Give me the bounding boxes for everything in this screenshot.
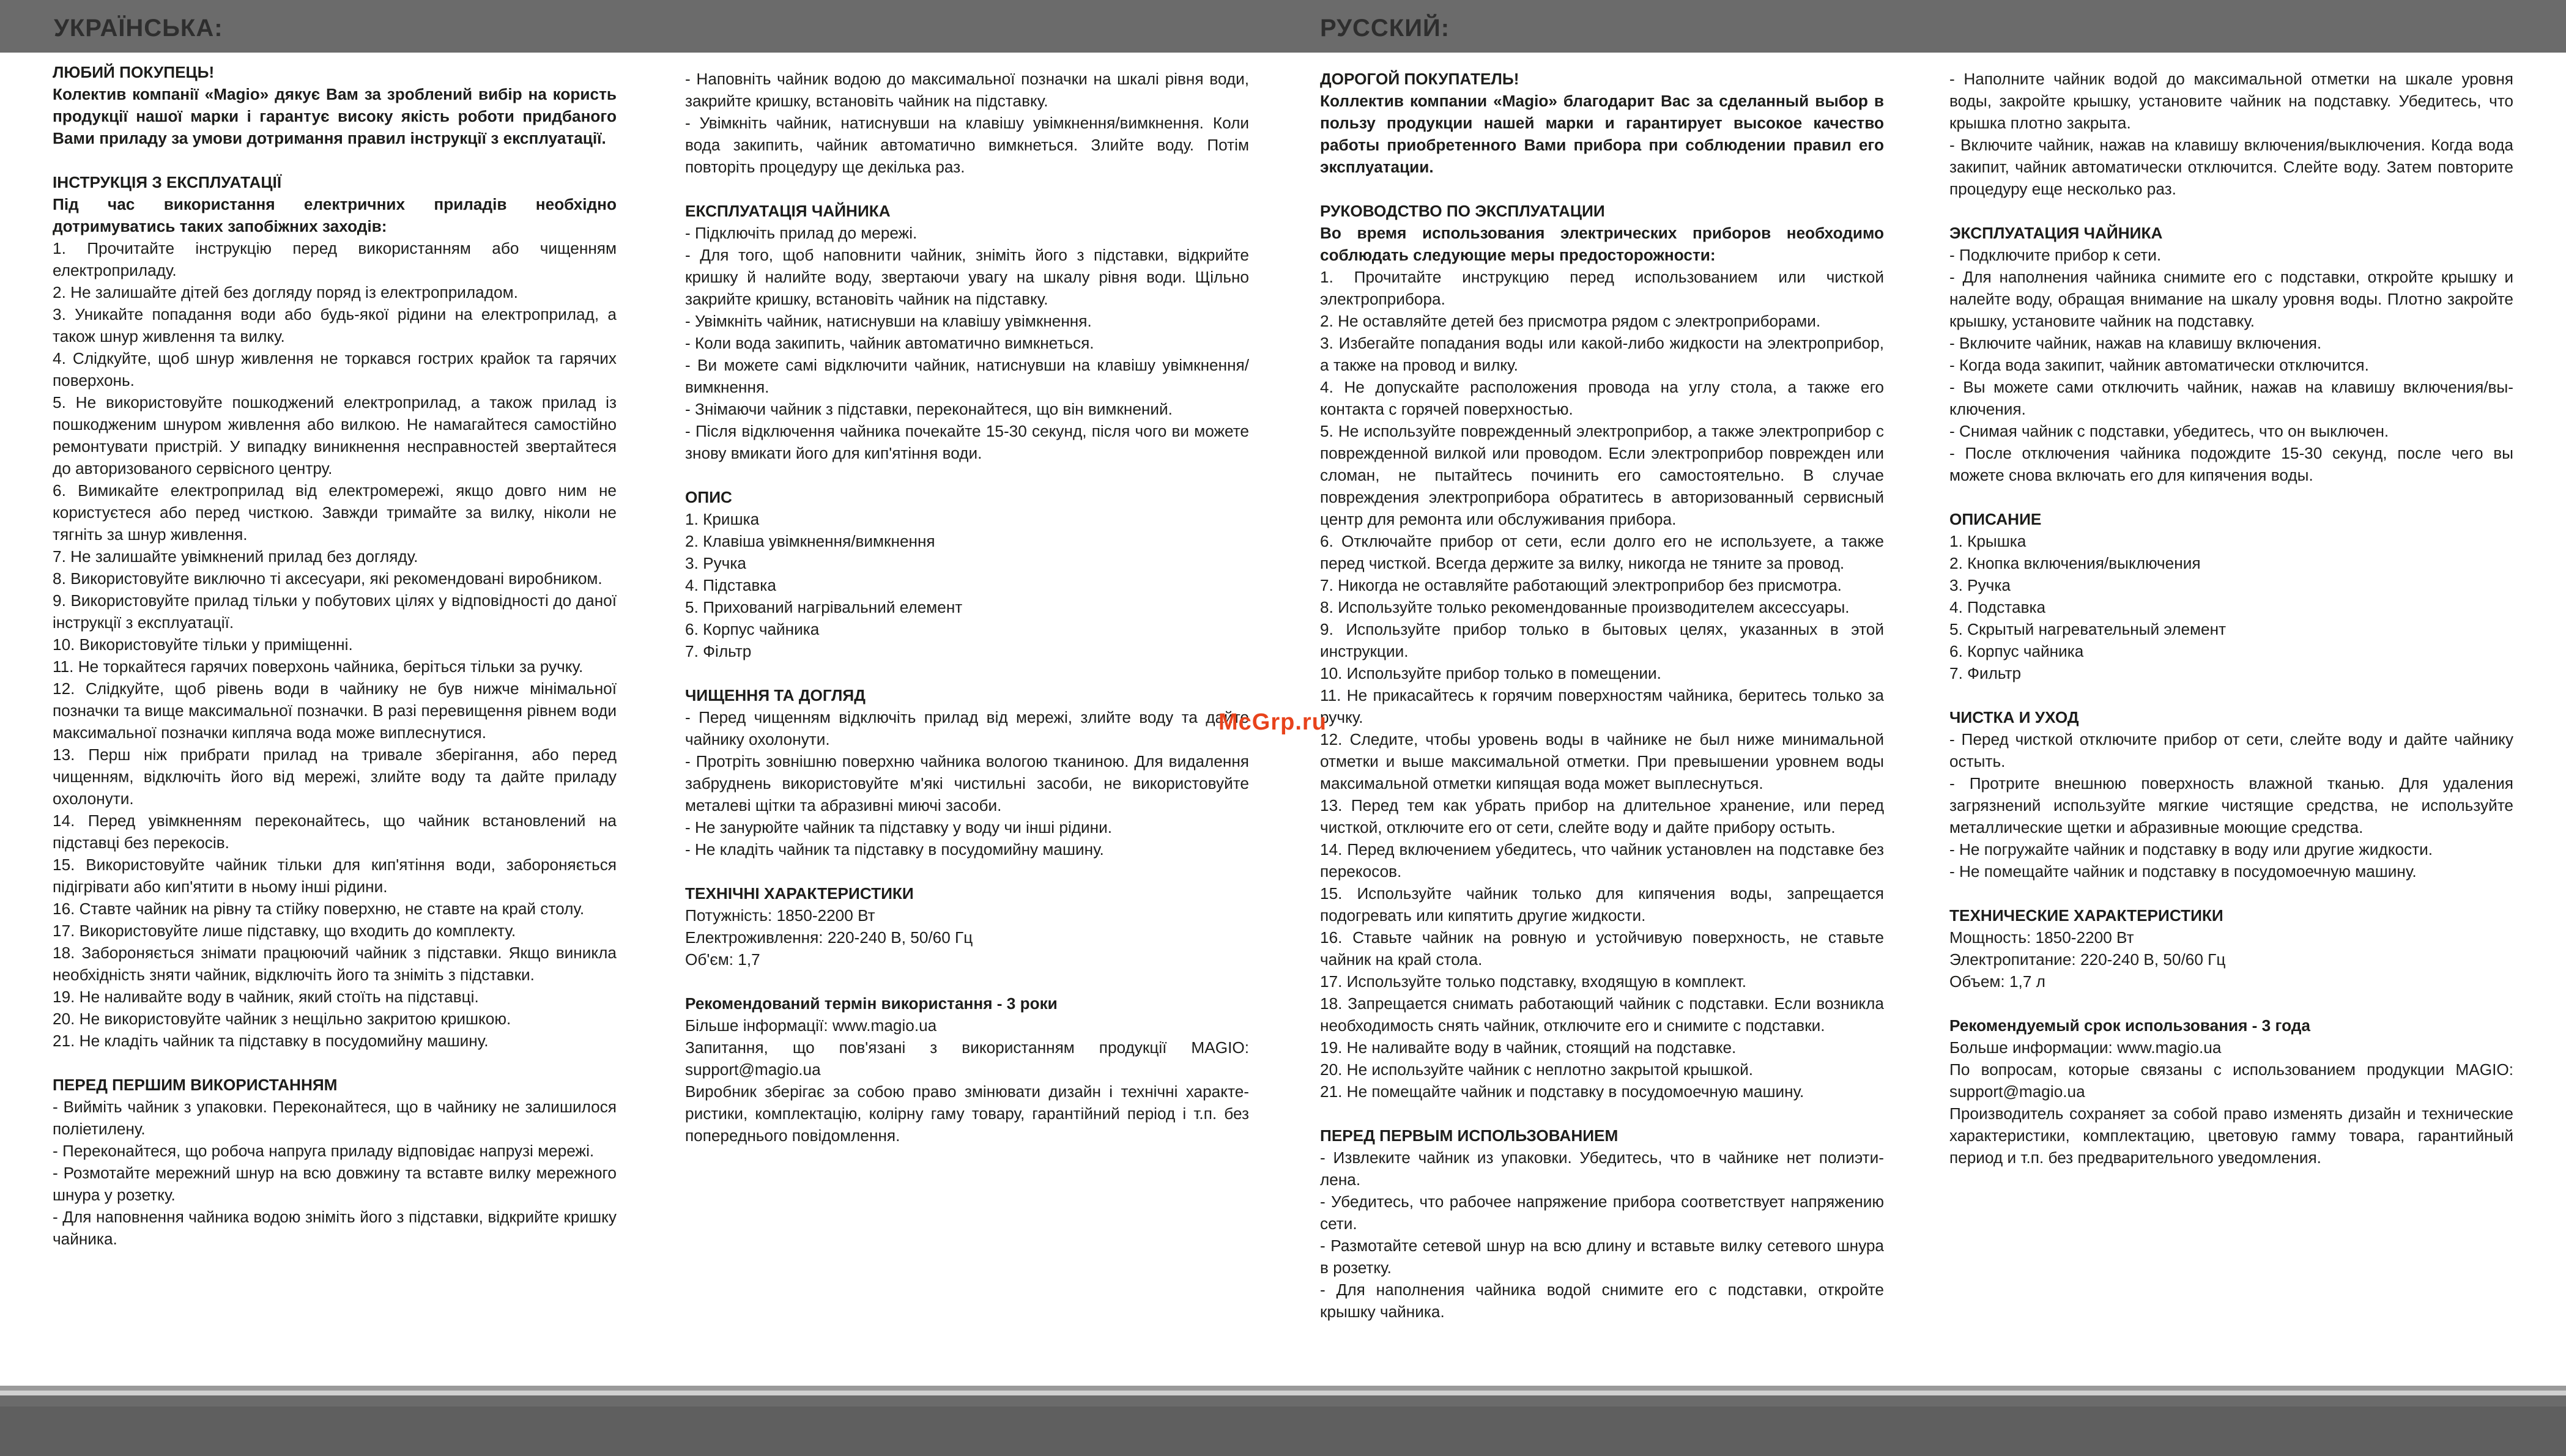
uk-info-more: Більше інформації: www.magio.ua — [685, 1016, 937, 1035]
list-item: 7. Фільтр — [685, 642, 752, 660]
uk-first-use-title: ПЕРЕД ПЕРШИМ ВИКОРИСТАННЯМ — [53, 1076, 338, 1094]
list-item: Мощность: 1850-2200 Вт — [1949, 928, 2134, 947]
list-item: 14. Перед увімкненням переконайтесь, що чайник встановлений на підставці без перекосів. — [53, 811, 617, 852]
list-item: - Для того, щоб наповнити чайник, зніміть його з підставки, відкрийте кришку й налийте воду, звертаючи увагу на шкалу рівня води. Щільно закрийте кришку, встановіть чайник на підставку. — [685, 246, 1249, 308]
ru-info-disclaimer: Производитель сохраняет за собой право изменять дизайн и технические характеристики, комплектацию, цветовую гамму товара, гарантийный период и т.п. без предварительного уведомления. — [1949, 1104, 2513, 1167]
uk-specs-title: ТЕХНІЧНІ ХАРАКТЕРИСТИКИ — [685, 884, 914, 903]
list-item: 10. Використовуйте тільки у приміщенні. — [53, 635, 353, 654]
list-item: 5. Не используйте поврежденный электроприбор, а также электроприбор с поврежденной вилкой или проводом. Если электроприбор поврежден или сломан, не пытайтесь починить его самостоятельно. В случае повреждения электроприбора обратитесь в авторизованный сервисный центр для ремонта или обслуживания прибора. — [1320, 422, 1884, 528]
uk-greeting: ЛЮБИЙ ПОКУПЕЦЬ! — [53, 63, 215, 81]
header-bar — [0, 0, 2566, 53]
ru-column-1 — [1320, 68, 1884, 1323]
ru-info-support: По вопросам, которые связаны с использованием продукции MAGIO: support@magio.ua — [1949, 1060, 2513, 1101]
list-item: - Переконайтеся, що робоча напруга приладу відповідає напрузі мережі. — [53, 1142, 595, 1160]
list-item: - Наповніть чайник водою до максимальної позначки на шкалі рівня води, закрийте кришку, встановіть чайник на підставку. — [685, 70, 1249, 110]
list-item: - Не помещайте чайник и подставку в посудомоечную машину. — [1949, 862, 2417, 881]
list-item: - После отключения чайника подождите 15-30 секунд, после чего вы можете снова включать его для кипячения воды. — [1949, 444, 2513, 484]
ru-term: Рекомендуемый срок использования - 3 года — [1949, 1016, 2310, 1035]
ru-cleaning-title: ЧИСТКА И УХОД — [1949, 708, 2079, 726]
list-item: 2. Клавіша увімкнення/вимкнення — [685, 532, 935, 550]
list-item: - Коли вода закипить, чайник автоматично вимкнеться. — [685, 334, 1094, 352]
list-item: 13. Перед тем как убрать прибор на длительное хранение, или перед чисткой, отключите его от сети, слейте воду и дайте прибору остыть. — [1320, 796, 1884, 837]
uk-info-disclaimer: Виробник зберігає за собою право змінювати дизайн і технічні характеристики, комплектацію, колірну гаму товару, гарантійний період і т.п. без попереднього повідомлення. — [685, 1082, 1249, 1145]
list-item: 5. Скрытый нагревательный элемент — [1949, 620, 2227, 638]
list-item: 16. Ставте чайник на рівну та стійку поверхню, не ставте на край столу. — [53, 900, 585, 918]
list-item: 7. Не залишайте увімкнений прилад без догляду. — [53, 547, 418, 566]
list-item: 2. Не залишайте дітей без догляду поряд із електроприладом. — [53, 283, 518, 301]
list-item: 9. Используйте прибор только в бытовых целях, указанных в этой инструкции. — [1320, 620, 1884, 660]
list-item: 16. Ставьте чайник на ровную и устойчивую поверхность, не ставьте чайник на край стола. — [1320, 928, 1884, 969]
list-item: 8. Используйте только рекомендованные производителем аксессуары. — [1320, 598, 1850, 616]
list-item: Объем: 1,7 л — [1949, 972, 2045, 991]
ru-info-more: Больше информации: www.magio.ua — [1949, 1038, 2222, 1057]
list-item: 17. Використовуйте лише підставку, що входить до комплекту. — [53, 922, 516, 940]
list-item: 1. Крышка — [1949, 532, 2026, 550]
list-item: 3. Ручка — [685, 554, 746, 572]
list-item: - Підключіть прилад до мережі. — [685, 224, 918, 242]
list-item: 1. Прочитайте инструкцию перед использованием или чисткой электроприбора. — [1320, 268, 1884, 308]
list-item: 4. Підставка — [685, 576, 776, 594]
list-item: 18. Запрещается снимать работающий чайник с подставки. Если возникла необходимость снять чайник, отключите его и снимите с подставки. — [1320, 994, 1884, 1035]
uk-info-support: Запитання, що пов'язані з використанням продукції MAGIO: support@magio.ua — [685, 1038, 1249, 1079]
list-item: 12. Следите, чтобы уровень воды в чайнике не был ниже минимальной отметки и выше максимальной отметки. При превышении уровнем воды максимальной отметки кипящая вода может выплеснуться. — [1320, 730, 1884, 793]
list-item: - Подключите прибор к сети. — [1949, 246, 2162, 264]
uk-cleaning-title: ЧИЩЕННЯ ТА ДОГЛЯД — [685, 686, 866, 704]
list-item: Электропитание: 220-240 В, 50/60 Гц — [1949, 950, 2226, 969]
list-item: Потужність: 1850-2200 Вт — [685, 906, 875, 925]
uk-safety-title: ІНСТРУКЦІЯ З ЕКСПЛУАТАЦІЇ — [53, 173, 282, 191]
list-item: Об'єм: 1,7 — [685, 950, 760, 969]
list-item: 6. Корпус чайника — [1949, 642, 2084, 660]
list-item: 4. Подставка — [1949, 598, 2046, 616]
list-item: - Размотайте сетевой шнур на всю длину и вставьте вилку сетевого шнура в розетку. — [1320, 1236, 1884, 1277]
list-item: 13. Перш ніж прибрати прилад на тривале зберігання, або перед чищенням, відключіть його від мережі, злийте воду та дайте приладу охолонути. — [53, 745, 617, 808]
list-item: 21. Не помещайте чайник и подставку в посудомоечную машину. — [1320, 1082, 1804, 1101]
russian-heading: РУССКИЙ: — [1320, 15, 1450, 42]
list-item: - Після відключення чайника почекайте 15-30 секунд, після чого ви можете знову вмикати його для кип'ятіння води. — [685, 422, 1249, 462]
ru-description-title: ОПИСАНИЕ — [1949, 510, 2042, 528]
ru-safety-intro: Во время использования электрических приборов необходимо соблюдать следующие меры предосторожности: — [1320, 224, 1884, 264]
list-item: 7. Никогда не оставляйте работающий электроприбор без присмотра. — [1320, 576, 1842, 594]
list-item: 11. Не торкайтеся гарячих поверхонь чайника, беріться тільки за ручку. — [53, 657, 584, 676]
list-item: 6. Вимикайте електроприлад від електромережі, якщо довго ним не користуєтеся або перед чисткою. Завжди тримайте за вилку, ніколи не тягніть за шнур живлення. — [53, 481, 617, 544]
list-item: 3. Уникайте попадання води або будь-якої рідини на електроприлад, а також шнур живлення та вилку. — [53, 305, 617, 346]
list-item: - Не занурюйте чайник та підставку у воду чи інші рідини. — [685, 818, 1113, 837]
ru-intro: Коллектив компании «Magio» благодарит Вас за сделанный выбор в пользу продукции нашей марки и гарантирует высокое качество работы приобретенного Вами прибора при соблюдении правил его эксплуатации. — [1320, 92, 1884, 176]
list-item: - Ви можете самі відключити чайник, натиснувши на клавішу увімкнення/вимкнення. — [685, 356, 1249, 396]
list-item: - Перед чищенням відключіть прилад від мережі, злийте воду та дайте чайнику охолонути. — [685, 708, 1249, 748]
ru-safety-title: РУКОВОДСТВО ПО ЭКСПЛУАТАЦИИ — [1320, 202, 1605, 220]
list-item: 9. Використовуйте прилад тільки у побутових цілях у відповідності до даної інструкції з експлуатації. — [53, 591, 617, 632]
list-item: - Включите чайник, нажав на клавишу включения/выключения. Когда вода закипит, чайник автоматически отключится. Слейте воду. Затем повторите процедуру еще несколько раз. — [1949, 136, 2513, 198]
ru-column-2 — [1949, 68, 2513, 1169]
list-item: 12. Слідкуйте, щоб рівень води в чайнику не був нижче мінімальної позначки та вище максимальної позначки. В разі перевищення рівнем води максимальної позначки кипляча вода може виплеснутися. — [53, 679, 617, 742]
list-item: - Включите чайник, нажав на клавишу включения. — [1949, 334, 2322, 352]
list-item: - Для наполнения чайника снимите его с подставки, откройте крышку и налейте воду, обращая внимание на шкалу уровня воды. Плотно закройте крышку, установите чайник на подставку. — [1949, 268, 2513, 330]
list-item: 21. Не кладіть чайник та підставку в посудомийну машину. — [53, 1032, 489, 1050]
ru-first-use-title: ПЕРЕД ПЕРВЫМ ИСПОЛЬЗОВАНИЕМ — [1320, 1126, 1619, 1145]
list-item: - Вийміть чайник з упаковки. Переконайтеся, що в чайнику не залишилося поліетилену. — [53, 1098, 617, 1138]
list-item: 7. Фильтр — [1949, 664, 2022, 682]
list-item: 4. Не допускайте расположения провода на углу стола, а также его контакта с горячей поверхностью. — [1320, 378, 1884, 418]
ru-greeting: ДОРОГОЙ ПОКУПАТЕЛЬ! — [1320, 70, 1519, 88]
uk-safety-intro: Під час використання електричних приладів необхідно дотримуватись таких запобіжних заходів: — [53, 195, 617, 235]
uk-description-title: ОПИС — [685, 488, 732, 506]
list-item: - Когда вода закипит, чайник автоматически отключится. — [1949, 356, 2369, 374]
list-item: 17. Используйте только подставку, входящую в комплект. — [1320, 972, 1747, 991]
list-item: 1. Кришка — [685, 510, 760, 528]
uk-operation-title: ЕКСПЛУАТАЦІЯ ЧАЙНИКА — [685, 202, 891, 220]
list-item: 15. Используйте чайник только для кипячения воды, запрещается подогревать или кипятить другие жидкости. — [1320, 884, 1884, 925]
ru-specs-title: ТЕХНИЧЕСКИЕ ХАРАКТЕРИСТИКИ — [1949, 906, 2223, 925]
list-item: 14. Перед включением убедитесь, что чайник установлен на подставке без перекосов. — [1320, 840, 1884, 881]
list-item: - Не кладіть чайник та підставку в посудомийну машину. — [685, 840, 1104, 859]
list-item: 6. Корпус чайника — [685, 620, 820, 638]
list-item: 2. Не оставляйте детей без присмотра рядом с электроприборами. — [1320, 312, 1821, 330]
footer-bar — [0, 1386, 2566, 1456]
list-item: 3. Ручка — [1949, 576, 2011, 594]
list-item: - Извлеките чайник из упаковки. Убедитесь, что в чайнике нет полиэтилена. — [1320, 1148, 1884, 1189]
list-item: 3. Избегайте попадания воды или какой-либо жидкости на электроприбор, а также на провод и вилку. — [1320, 334, 1884, 374]
list-item: 5. Не використовуйте пошкоджений електроприлад, а також прилад із пошкодженим шнуром живлення або вилкою. Не намагайтеся самостійно ремонтувати пристрій. У випадку виникнення несправностей звертайтеся до авторизованого сервісного центру. — [53, 393, 617, 478]
list-item: - Вы можете сами отключить чайник, нажав на клавишу включения/выключения. — [1949, 378, 2513, 418]
list-item: - Протріть зовнішню поверхню чайника вологою тканиною. Для видалення забруднень використовуйте м'які чистильні засоби, не використовуйте металеві щітки та абразивні миючі засоби. — [685, 752, 1249, 815]
list-item: 15. Використовуйте чайник тільки для кип'ятіння води, забороняється підігрівати або кип'ятити в ньому інші рідини. — [53, 855, 617, 896]
list-item: - Увімкніть чайник, натиснувши на клавішу увімкнення. — [685, 312, 1092, 330]
list-item: 8. Використовуйте виключно ті аксесуари, які рекомендовані виробником. — [53, 569, 603, 588]
list-item: 19. Не наливайте воду в чайник, стоящий на подставке. — [1320, 1038, 1737, 1057]
list-item: 18. Забороняється знімати працюючий чайник з підставки. Якщо виникла необхідність зняти чайник, відключіть його та зніміть з підставки. — [53, 944, 617, 984]
list-item: 10. Используйте прибор только в помещении. — [1320, 664, 1661, 682]
ru-operation-title: ЭКСПЛУАТАЦИЯ ЧАЙНИКА — [1949, 224, 2163, 242]
uk-term: Рекомендований термін використання - 3 роки — [685, 994, 1058, 1013]
list-item: - Розмотайте мережний шнур на всю довжину та вставте вилку мережного шнура у розетку. — [53, 1164, 617, 1204]
list-item: 4. Слідкуйте, щоб шнур живлення не торкався гострих крайок та гарячих поверхонь. — [53, 349, 617, 390]
list-item: - Убедитесь, что рабочее напряжение прибора соответствует напряжению сети. — [1320, 1192, 1884, 1233]
list-item: 1. Прочитайте інструкцію перед використанням або чищенням електроприладу. — [53, 239, 617, 279]
list-item: 20. Не використовуйте чайник з нещільно закритою кришкою. — [53, 1010, 511, 1028]
list-item: - Протрите внешнюю поверхность влажной тканью. Для удаления загрязнений используйте мягкие чистящие средства, не используйте металлические щетки и абразивные моющие средства. — [1949, 774, 2513, 837]
list-item: - Наполните чайник водой до максимальной отметки на шкале уровня воды, закройте крышку, установите чайник на подставку. Убедитесь, что крышка плотно закрыта. — [1949, 70, 2513, 132]
list-item: - Для наполнения чайника водой снимите его с подставки, откройте крышку чайника. — [1320, 1280, 1884, 1321]
list-item: 2. Кнопка включения/выключения — [1949, 554, 2201, 572]
ukrainian-heading: УКРАЇНСЬКА: — [54, 15, 223, 42]
list-item: - Увімкніть чайник, натиснувши на клавішу увімкнення/вимкнення. Коли вода закипить, чайник автоматично вимкнеться. Злийте воду. Потім повторіть процедуру ще декілька раз. — [685, 114, 1249, 176]
list-item: 6. Отключайте прибор от сети, если долго его не используете, а также перед чисткой. Всегда держите за вилку, никогда не тяните за провод. — [1320, 532, 1884, 572]
list-item: - Перед чисткой отключите прибор от сети, слейте воду и дайте чайнику остыть. — [1949, 730, 2513, 770]
uk-column-2 — [685, 68, 1249, 1147]
uk-column-1 — [53, 61, 617, 1250]
list-item: 11. Не прикасайтесь к горячим поверхностям чайника, беритесь только за ручку. — [1320, 686, 1884, 726]
list-item: - Не погружайте чайник и подставку в воду или другие жидкости. — [1949, 840, 2433, 859]
list-item: Електроживлення: 220-240 В, 50/60 Гц — [685, 928, 973, 947]
uk-intro: Колектив компанії «Magio» дякує Вам за зроблений вибір на користь продукції нашої марки і гарантує високу якість роботи придбаного Вами приладу за умови дотримання правил інструкції з експлуатації. — [53, 85, 617, 147]
list-item: - Снимая чайник с подставки, убедитесь, что он выключен. — [1949, 422, 2389, 440]
list-item: 20. Не используйте чайник с неплотно закрытой крышкой. — [1320, 1060, 1753, 1079]
list-item: 5. Прихований нагрівальний елемент — [685, 598, 963, 616]
list-item: - Знімаючи чайник з підставки, переконайтеся, що він вимкнений. — [685, 400, 1173, 418]
list-item: 19. Не наливайте воду в чайник, який стоїть на підставці. — [53, 988, 479, 1006]
watermark-text: McGrp.ru — [1218, 709, 1327, 735]
list-item: - Для наповнення чайника водою зніміть його з підставки, відкрийте кришку чайника. — [53, 1208, 617, 1248]
